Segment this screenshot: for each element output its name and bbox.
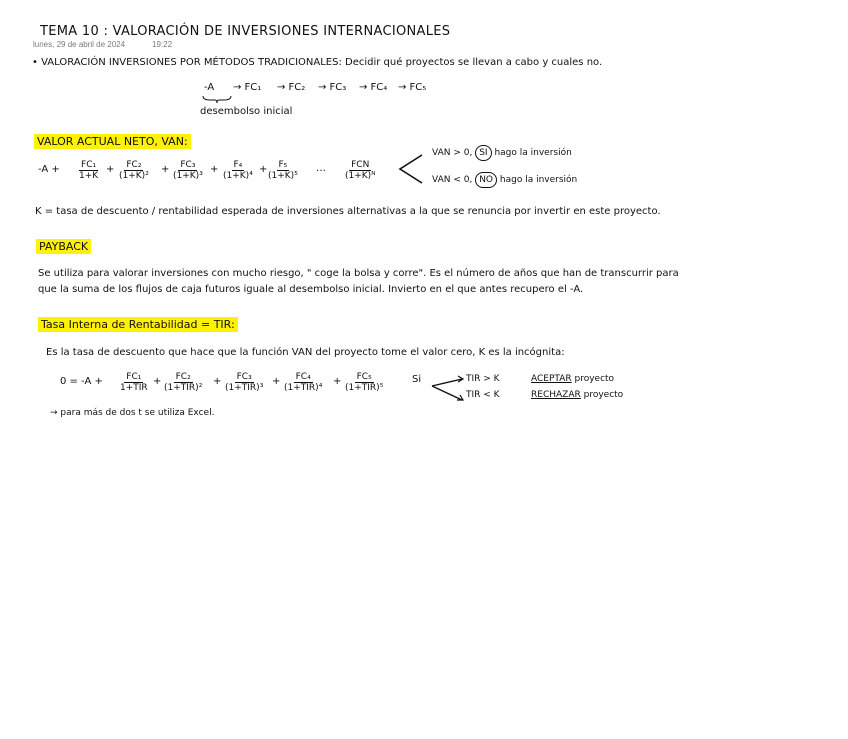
- k-definition: K = tasa de descuento / rentabilidad esperada de inversiones alternativas a la que se renuncia por invertir en este proyecto.: [35, 206, 661, 217]
- tir-term-1: FC₁ 1+TIR: [120, 372, 148, 394]
- flow-brace-icon: [202, 95, 232, 103]
- flow-fc2: → FC₂: [277, 82, 306, 93]
- payback-heading: PAYBACK: [36, 240, 91, 253]
- tir-plus: +: [272, 376, 281, 387]
- flow-fc1: → FC₁: [233, 82, 262, 93]
- tir-definition: Es la tasa de descuento que hace que la función VAN del proyecto tome el valor cero, K es la incógnita:: [46, 347, 565, 358]
- flow-initial: -A: [204, 82, 215, 93]
- tir-branch-icon: [430, 374, 470, 404]
- tir-lead: 0 = -A +: [60, 376, 103, 387]
- yes-mark: SI: [475, 145, 491, 161]
- van-plus: +: [161, 164, 170, 175]
- van-term-n: FCN (1+K)ᴺ: [345, 160, 376, 182]
- page-title: TEMA 10 : VALORACIÓN DE INVERSIONES INTERNACIONALES: [40, 24, 451, 39]
- page-date: lunes, 29 de abril de 2024: [33, 40, 126, 49]
- van-plus: +: [106, 164, 115, 175]
- van-lead: -A +: [38, 164, 60, 175]
- payback-line-2: que la suma de los flujos de caja futuros iguale al desembolso inicial. Invierto en el que antes recupero el -A.: [38, 284, 584, 295]
- van-term-4: $\frac{\text{F₄}}{\text{(1+K)⁴}}$: [223, 160, 253, 182]
- flow-label: desembolso inicial: [200, 106, 293, 117]
- flow-fc3: → FC₃: [318, 82, 347, 93]
- tir-term-5: FC₅ (1+TIR)⁵: [345, 372, 384, 394]
- flow-fc5: → FC₅: [398, 82, 427, 93]
- van-plus: +: [210, 164, 219, 175]
- van-term-5: $\frac{\text{F₅}}{\text{(1+K)⁵}}$: [268, 160, 298, 182]
- van-rule-negative: VAN < 0, NO hago la inversión: [432, 172, 577, 188]
- van-plus: +: [259, 164, 268, 175]
- van-heading: VALOR ACTUAL NETO, VAN:: [34, 135, 191, 148]
- tir-term-4: FC₄ (1+TIR)⁴: [284, 372, 323, 394]
- flow-fc4: → FC₄: [359, 82, 388, 93]
- tir-rule-2-action: RECHAZAR proyecto: [531, 390, 624, 400]
- page-time: 19:22: [152, 40, 173, 49]
- tir-term-3: FC₃ (1+TIR)³: [225, 372, 264, 394]
- payback-line-1: Se utiliza para valorar inversiones con mucho riesgo, " coge la bolsa y corre". Es el número de años que han de transcurrir para: [38, 268, 679, 279]
- tir-note: → para más de dos t se utiliza Excel.: [50, 408, 215, 418]
- tir-si: Si: [412, 374, 422, 385]
- tir-rule-2: TIR < K: [466, 390, 500, 400]
- van-dots: …: [316, 163, 326, 174]
- tir-plus: +: [213, 376, 222, 387]
- van-term-3: $\frac{\text{FC₃}}{\text{(1+K)³}}$: [173, 160, 203, 182]
- intro-line: • VALORACIÓN INVERSIONES POR MÉTODOS TRADICIONALES: Decidir qué proyectos se llevan a cabo y cuales no.: [32, 57, 603, 68]
- tir-heading: Tasa Interna de Rentabilidad = TIR:: [38, 318, 238, 331]
- tir-plus: +: [333, 376, 342, 387]
- tir-rule-1: TIR > K: [466, 374, 500, 384]
- van-term-1: $\frac{\text{FC₁}}{1+K}$: [79, 160, 99, 182]
- no-mark: NO: [475, 172, 497, 188]
- van-branch-icon: [398, 153, 424, 187]
- tir-term-2: FC₂ (1+TIR)²: [164, 372, 203, 394]
- tir-plus: +: [153, 376, 162, 387]
- van-rule-positive: VAN > 0, SI hago la inversión: [432, 145, 572, 161]
- tir-rule-1-action: ACEPTAR proyecto: [531, 374, 615, 384]
- van-term-2: $\frac{\text{FC₂}}{\text{(1+K)²}}$: [119, 160, 149, 182]
